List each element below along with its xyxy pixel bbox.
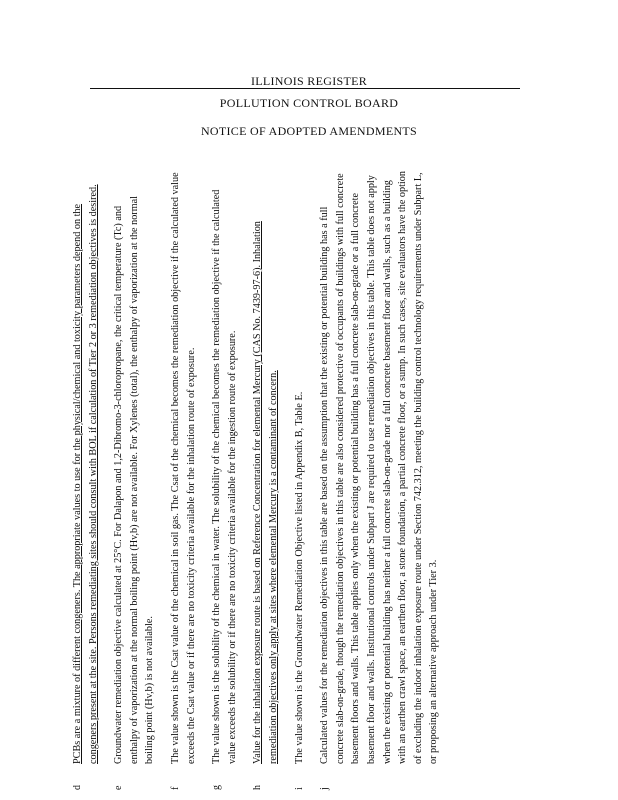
footnote-j <box>317 170 442 790</box>
footnote-d <box>70 170 101 790</box>
footnote-mark: f <box>169 786 181 790</box>
footnote-text: Calculated values for the remediation objectives in this table are based on the assumption that the existing or potential building has a full concrete slab-on-grade, though the remediation objectives in this table are also considered protective of occupants of buildings with full concrete basement floors and walls. This table applies only when the existing or potential building has a full concrete slab-on-grade or a full concrete basement floor and walls. Institutional controls under Subpart J are required to use remediation objectives in this table. This table does not apply when the existing or potential building has neither a full concrete slab-on-grade nor a full concrete basement floor and walls, such as a building with an earthen crawl space, an earthen floor, a stone foundation, a partial concrete floor, or a sump. In such cases, site evaluators have the option of excluding the indoor inhalation exposure route under Section 742.312, meeting the building control technology requirements under Subpart L, or proposing an alternative approach under Tier 3. <box>319 171 440 764</box>
footnote-mark: g <box>211 785 223 790</box>
footnote-text: Value for the inhalation exposure route is based on Reference Concentration for elemental Mercury (CAS No. 7439-97-6). Inhalation remediation objectives only apply at sites where elemental Mercury is a contaminant of concern. <box>252 221 279 764</box>
footnote-text: Groundwater remediation objective calculated at 25°C. For Dalapon and 1,2-Dibromo-3-chloropropane, the critical temperature (Tc) and enthalpy of vaporization at the normal boiling point (Hv,b) are not available. For Xylenes (total), the enthalpy of vaporization at the normal boiling point (Hv,b) is not available. <box>113 196 156 764</box>
notice-title: NOTICE OF ADOPTED AMENDMENTS <box>200 124 418 138</box>
footnote-e <box>111 170 158 790</box>
footnote-text: The value shown is the solubility of the chemical in water. The solubility of the chemical becomes the remediation objective if the calculated value exceeds the solubility or if there are no toxicity criteria available for the ingestion route of exposure. <box>211 189 238 764</box>
board-title: POLLUTION CONTROL BOARD <box>219 96 399 110</box>
footnote-h <box>250 170 281 790</box>
footnote-text: The value shown is the Csat value of the chemical in soil gas. The Csat of the chemical becomes the remediation objective if the calculated value exceeds the Csat value or if there are no toxicity criteria available for the inhalation route of exposure. <box>169 172 197 764</box>
footnote-f <box>168 170 199 790</box>
footnote-mark: i <box>293 787 305 790</box>
register-title: ILLINOIS REGISTER <box>250 74 368 88</box>
footnote-g <box>209 170 240 790</box>
footnote-text: PCBs are a mixture of different congeners. The appropriate values to use for the physical/chemical and toxicity parameters depend on the congeners present at the site. Persons remediating sites should consult with BOL if calculation of Tier 2 or 3 remediation objectives is desired. <box>72 184 99 764</box>
footnote-mark: j <box>319 787 331 790</box>
footnote-mark: h <box>252 785 264 790</box>
footnote-i <box>292 170 308 790</box>
footnote-mark: e <box>113 785 125 790</box>
footnote-mark: d <box>72 785 83 790</box>
footnote-text: The value shown is the Groundwater Remediation Objective listed in Appendix B, Table E. <box>293 391 305 764</box>
rotated-footnotes <box>70 170 480 790</box>
